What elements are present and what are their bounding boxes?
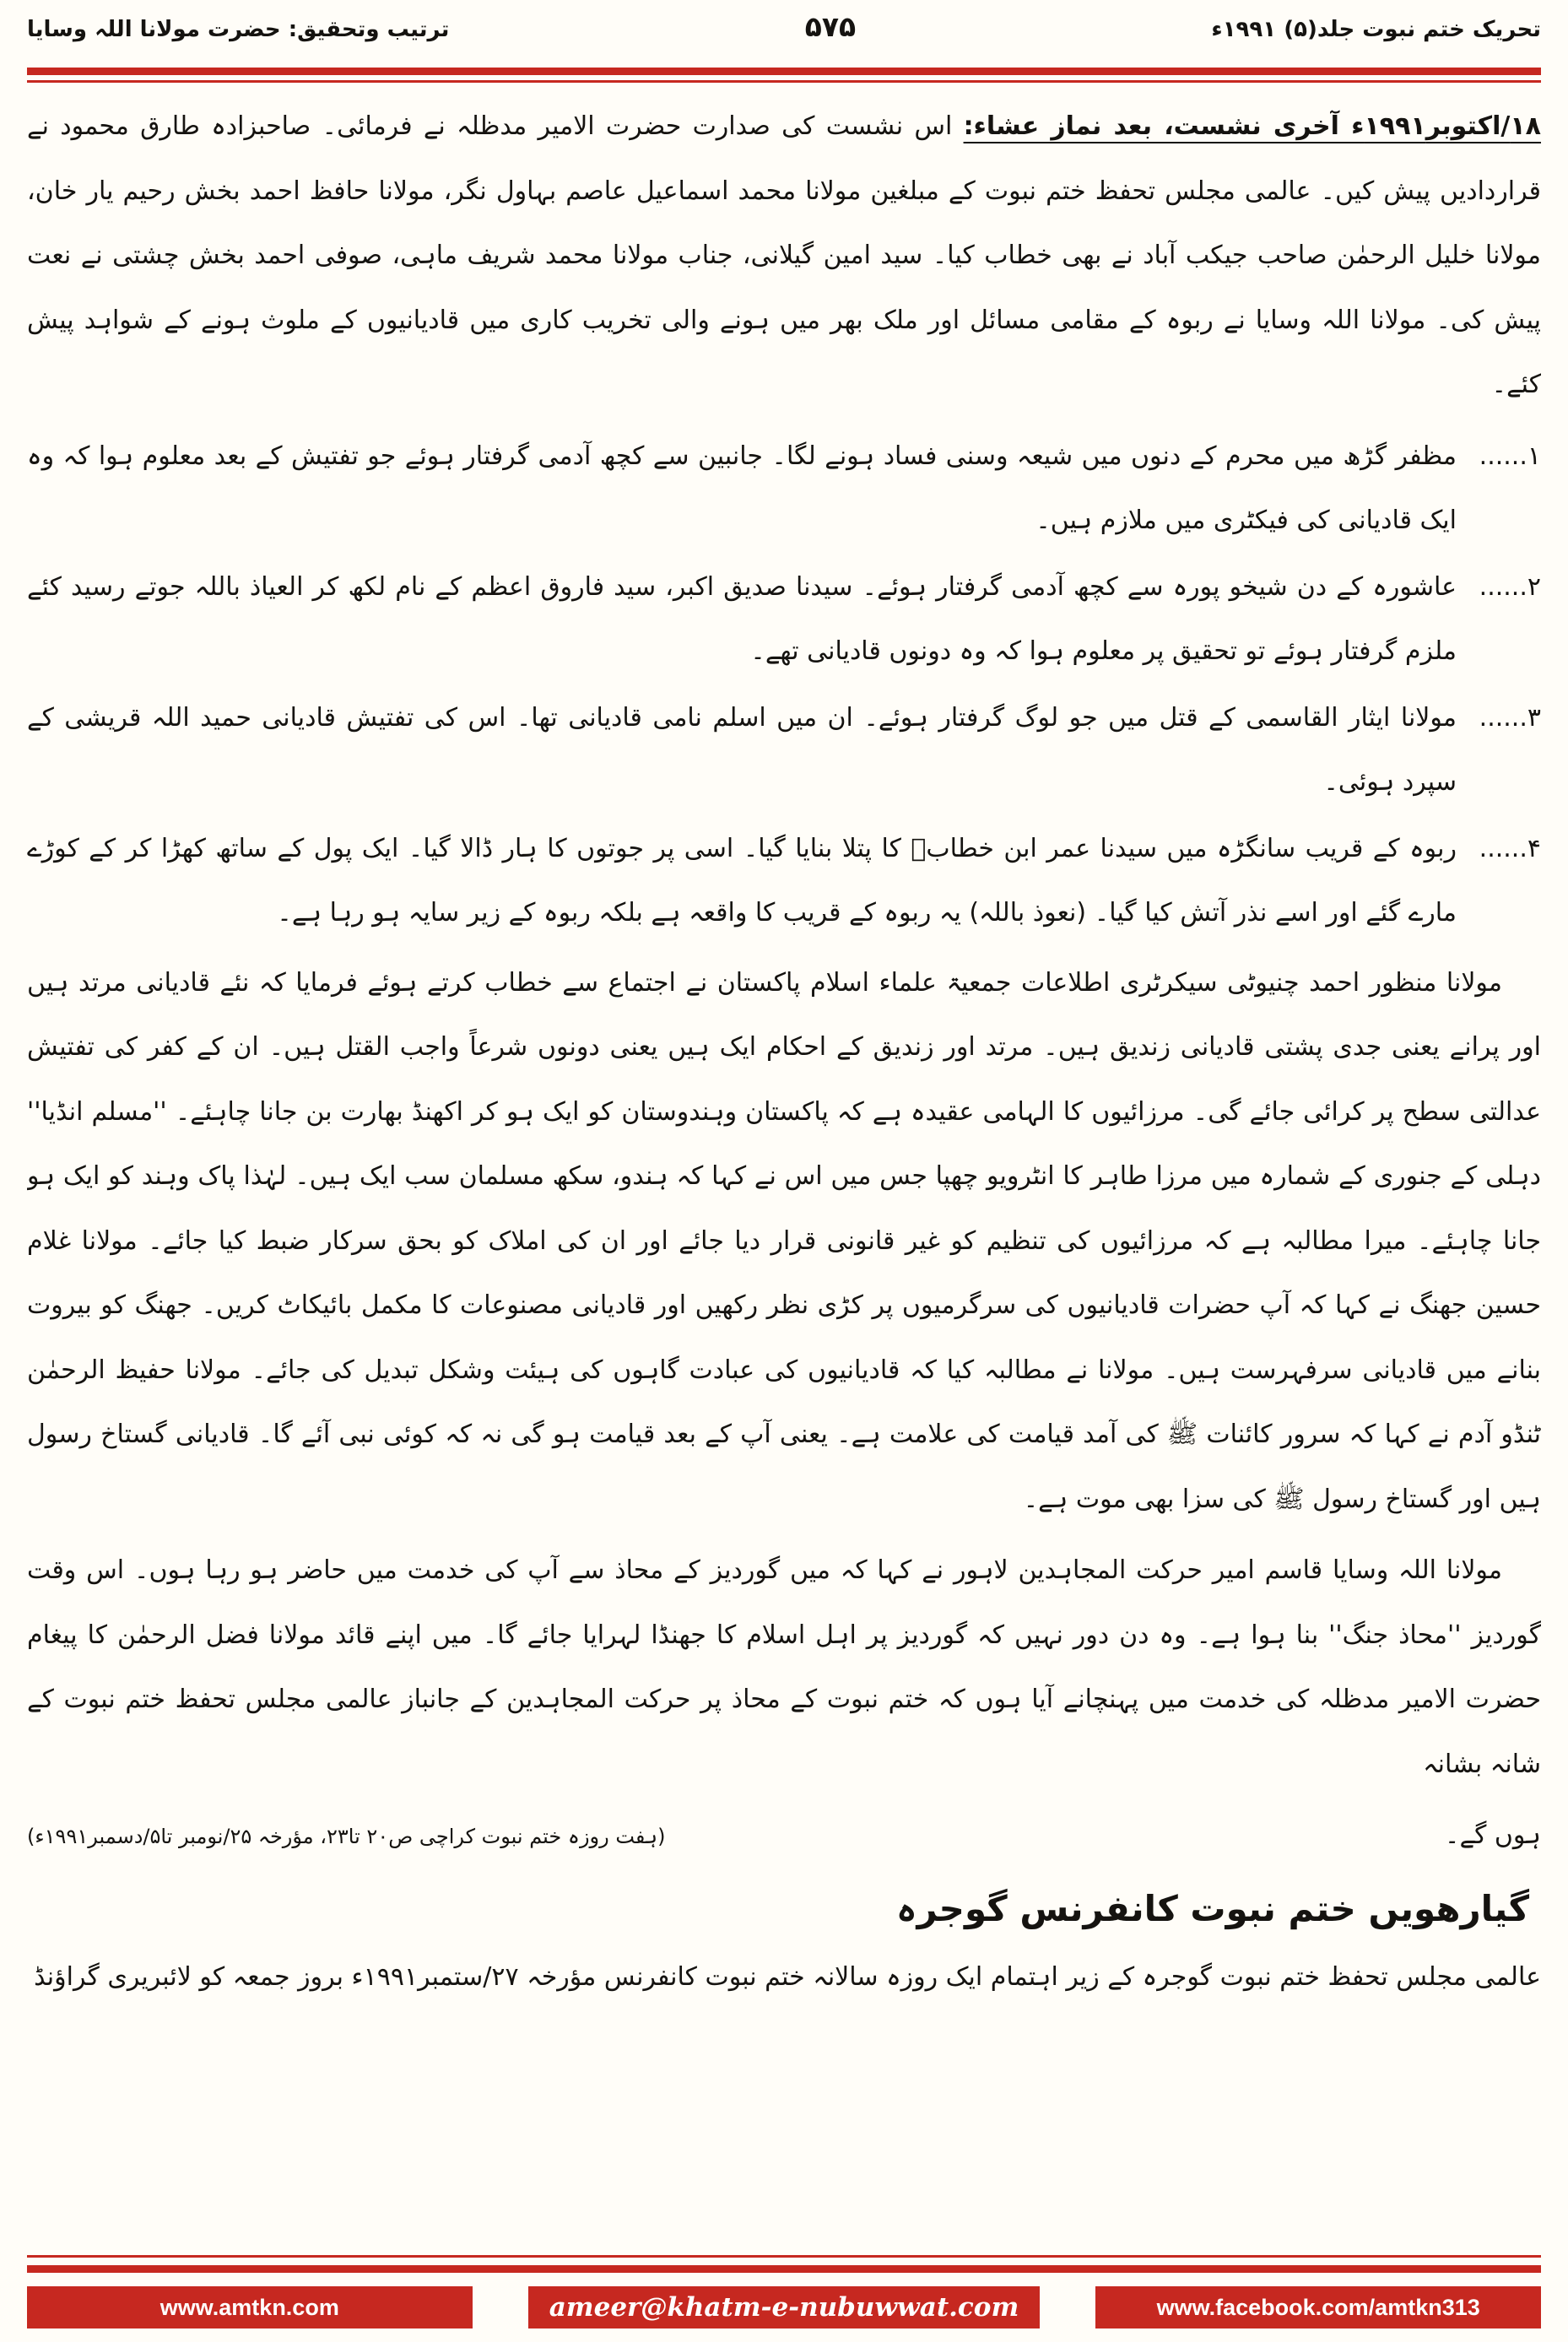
- list-item: [27, 555, 1541, 684]
- item-number: ۲......: [1479, 571, 1541, 602]
- body-paragraph: مولانا منظور احمد چنیوٹی سیکرٹری اطلاعات جمعیۃ علماء اسلام پاکستان نے اجتماع سے خطاب کرتے ہوئے فرمایا کہ نئے قادیانی مرتد ہیں اور پرانے یعنی جدی پشتی قادیانی زندیق ہیں۔ مرتد اور زندیق کے احکام ایک ہیں یعنی دونوں شرعاً واجب القتل ہیں۔ ان کے کفر کی تفتیش عدالتی سطح پر کرائی جائے گی۔ مرزائیوں کا الہامی عقیدہ ہے کہ پاکستان وہندوستان کو ایک ہو کر اکھنڈ بھارت بن جانا چاہئے۔ ''مسلم انڈیا'' دہلی کے جنوری کے شمارہ میں مرزا طاہر کا انٹرویو چھپا جس میں اس نے کہا کہ ہندو، سکھ مسلمان سب ایک ہیں۔ لہٰذا پاک وہند کو ایک ہو جانا چاہئے۔ میرا مطالبہ ہے کہ مرزائیوں کی تنظیم کو غیر قانونی قرار دیا جائے اور ان کی املاک کو بحق سرکار ضبط کیا جائے۔ مولانا غلام حسین جھنگ نے کہا کہ آپ حضرات قادیانیوں کی سرگرمیوں پر کڑی نظر رکھیں اور قادیانی مصنوعات کا مکمل بائیکاٹ کریں۔ جھنگ کو بیروت بنانے میں قادیانی سرفہرست ہیں۔ مولانا نے مطالبہ کیا کہ قادیانیوں کی عبادت گاہوں کی ہیئت وشکل تبدیل کی جائے۔ مولانا حفیظ الرحمٰن ٹنڈو آدم نے کہا کہ سرور کائنات ﷺ کی آمد قیامت کی علامت ہے۔ یعنی آپ کے بعد قیامت ہو گی نہ کہ کوئی نبی آئے گا۔ قادیانی گستاخ رسول ہیں اور گستاخ رسول ﷺ کی سزا بھی موت ہے۔: [27, 967, 1541, 1514]
- footer-rule-thick: [27, 2265, 1541, 2273]
- footer-bar-email: ameer@khatm-e-nubuwwat.com: [528, 2286, 1041, 2328]
- volume-title: تحریک ختم نبوت جلد(۵) ۱۹۹۱ء: [1211, 17, 1541, 42]
- item-number: ۳......: [1479, 702, 1541, 733]
- footer-bar-website: www.amtkn.com: [27, 2286, 473, 2328]
- header-rule-thin: [27, 80, 1541, 83]
- item-number: ۱......: [1479, 441, 1541, 471]
- item-text: مظفر گڑھ میں محرم کے دنوں میں شیعہ وسنی فساد ہونے لگا۔ جانبین سے کچھ آدمی گرفتار ہوئے جو تفتیش کے بعد معلوم ہوا کہ وہ ایک قادیانی کی فیکٹری میں ملازم ہیں۔: [27, 441, 1457, 535]
- item-text: ربوہ کے قریب سانگڑہ میں سیدنا عمر ابن خطابؓ کا پتلا بنایا گیا۔ اسی پر جوتوں کا ہار ڈالا گیا۔ ایک پول کے ساتھ کھڑا کر کے کوڑے مارے گئے اور اسے نذر آتش کیا گیا۔ (نعوذ باللہ) یہ ربوہ کے قریب کا واقعہ ہے بلکہ ربوہ کے زیر سایہ ہو رہا ہے۔: [27, 833, 1457, 928]
- list-item: [27, 425, 1541, 554]
- list-item: [27, 817, 1541, 946]
- footer-bars: [27, 2286, 1541, 2328]
- paragraph-tail: ہوں گے۔: [1444, 1820, 1541, 1850]
- list-item: [27, 686, 1541, 815]
- item-number: ۴......: [1479, 833, 1541, 863]
- body-paragraph: مولانا اللہ وسایا قاسم امیر حرکت المجاہدین لاہور نے کہا کہ میں گوردیز کے محاذ سے آپ کی خدمت میں حاضر ہو رہا ہوں۔ اس وقت گوردیز ''محاذ جنگ'' بنا ہوا ہے۔ وہ دن دور نہیں کہ گوردیز پر اہل اسلام کا جھنڈا لہرایا جائے گا۔ میں اپنے قائد مولانا فضل الرحمٰن کا پیغام حضرت الامیر مدظلہ کی خدمت میں پہنچانے آیا ہوں کہ ختم نبوت کے محاذ پر حرکت المجاہدین کے جانباز عالمی مجلس تحفظ ختم نبوت کے شانہ بشانہ: [27, 1555, 1541, 1779]
- reference-citation: (ہفت روزہ ختم نبوت کراچی ص۲۰ تا۲۳، مؤرخہ ۲۵/نومبر تا۵/دسمبر۱۹۹۱ء): [27, 1825, 666, 1848]
- body-paragraph: عالمی مجلس تحفظ ختم نبوت گوجرہ کے زیر اہتمام ایک روزہ سالانہ ختم نبوت کانفرنس مؤرخہ ۲۷/ستمبر۱۹۹۱ء بروز جمعہ کو لائبریری گراؤنڈ: [34, 1961, 1541, 1992]
- page-body: [27, 95, 1541, 2242]
- footer-bar-facebook: www.facebook.com/amtkn313: [1095, 2286, 1541, 2328]
- item-text: عاشورہ کے دن شیخو پورہ سے کچھ آدمی گرفتار ہوئے۔ سیدنا صدیق اکبر، سید فاروق اعظم کے نام لکھ کر العیاذ باللہ جوتے رسید کئے ملزم گرفتار ہوئے تو تحقیق پر معلوم ہوا کہ وہ دونوں قادیانی تھے۔: [27, 571, 1457, 666]
- header-rule-thick: [27, 68, 1541, 75]
- item-text: مولانا ایثار القاسمی کے قتل میں جو لوگ گرفتار ہوئے۔ ان میں اسلم نامی قادیانی تھا۔ اس کی تفتیش قادیانی حمید اللہ قریشی کے سپرد ہوئی۔: [27, 702, 1457, 797]
- page-number: ۵۷۵: [804, 10, 857, 43]
- session-paragraph-text: اس نشست کی صدارت حضرت الامیر مدظلہ نے فرمائی۔ صاحبزادہ طارق محمود نے قراردادیں پیش کیں۔ عالمی مجلس تحفظ ختم نبوت کے مبلغین مولانا محمد اسماعیل عاصم بہاول نگر، مولانا حافظ احمد بخش رحیم یار خان، مولانا خلیل الرحمٰن صاحب جیکب آباد نے بھی خطاب کیا۔ سید امین گیلانی، جناب مولانا محمد شریف ماہی، صوفی احمد بخش چشتی نے نعت پیش کی۔ مولانا اللہ وسایا نے ربوہ کے مقامی مسائل اور ملک بھر میں ہونے والی تخریب کاری میں قادیانیوں کے ملوث ہونے کے شواہد پیش کئے۔: [27, 111, 1541, 399]
- session-paragraph: [27, 95, 1541, 418]
- evidence-list: [27, 425, 1541, 946]
- editor-title: ترتیب وتحقیق: حضرت مولانا اللہ وسایا: [27, 17, 450, 42]
- session-date-lead: ۱۸/اکتوبر۱۹۹۱ء آخری نشست، بعد نماز عشاء:: [963, 111, 1541, 141]
- section-heading: گیارھویں ختم نبوت کانفرنس گوجرہ: [895, 1887, 1529, 1929]
- footer-rule-thin: [27, 2255, 1541, 2258]
- page-header: [27, 10, 1541, 43]
- paragraph-tail-row: [27, 1804, 1541, 1869]
